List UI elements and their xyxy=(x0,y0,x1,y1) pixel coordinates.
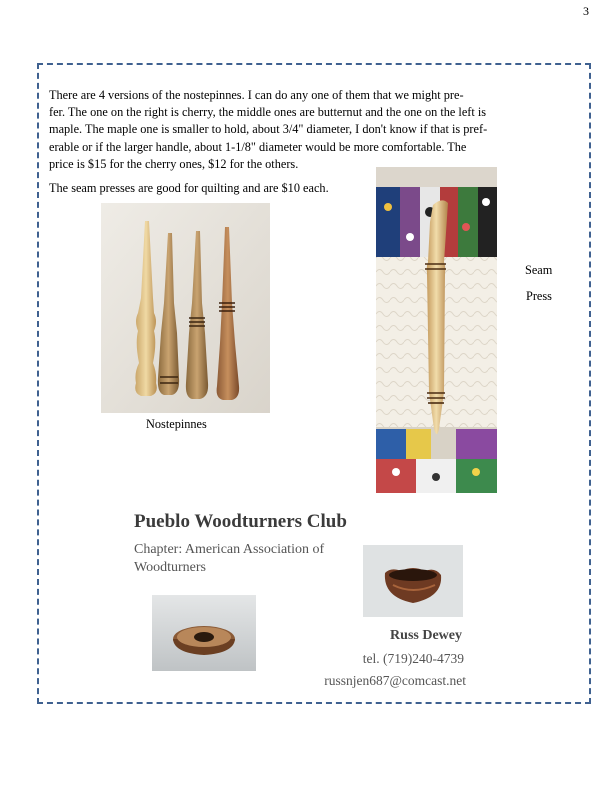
card-phone: tel. (719)240-4739 xyxy=(362,651,464,666)
nostepinnes-photo xyxy=(101,203,270,413)
card-email: russnjen687@comcast.net xyxy=(324,673,466,688)
page-number: 3 xyxy=(583,4,589,18)
intro-line: There are 4 versions of the nostepinnes. I can do any one of them that we might pre- xyxy=(49,88,464,102)
seam-press-caption-line1: Seam xyxy=(525,263,553,277)
card-subtitle xyxy=(134,541,369,577)
intro-paragraph xyxy=(49,87,557,173)
intro-line: price is $15 for the cherry ones, $12 for the others. xyxy=(49,156,299,171)
intro-line: fer. The one on the right is cherry, the middle ones are butternut and the one on the left is xyxy=(49,105,487,120)
bowl-photo-left xyxy=(152,595,256,671)
business-card xyxy=(118,503,478,693)
seam-press-photo xyxy=(376,167,497,493)
nostepinnes-caption: Nostepinnes xyxy=(146,417,207,431)
bowl-photo-right xyxy=(363,545,463,617)
seam-press-paragraph: The seam presses are good for quilting and are $10 each. xyxy=(49,181,329,195)
card-name: Russ Dewey xyxy=(390,628,462,643)
card-title: Pueblo Woodturners Club xyxy=(134,511,347,532)
intro-line: maple. The maple one is smaller to hold, about 3/4" diameter, I don't know if that is pref- xyxy=(49,122,488,137)
card-subtitle-line2: Woodturners xyxy=(134,560,206,575)
intro-line: erable or if the larger handle, about 1-1/8" diameter would be more comfortable. The xyxy=(49,139,467,154)
seam-press-caption-line2: Press xyxy=(526,289,552,303)
card-subtitle-line1: Chapter: American Association of xyxy=(134,542,325,557)
